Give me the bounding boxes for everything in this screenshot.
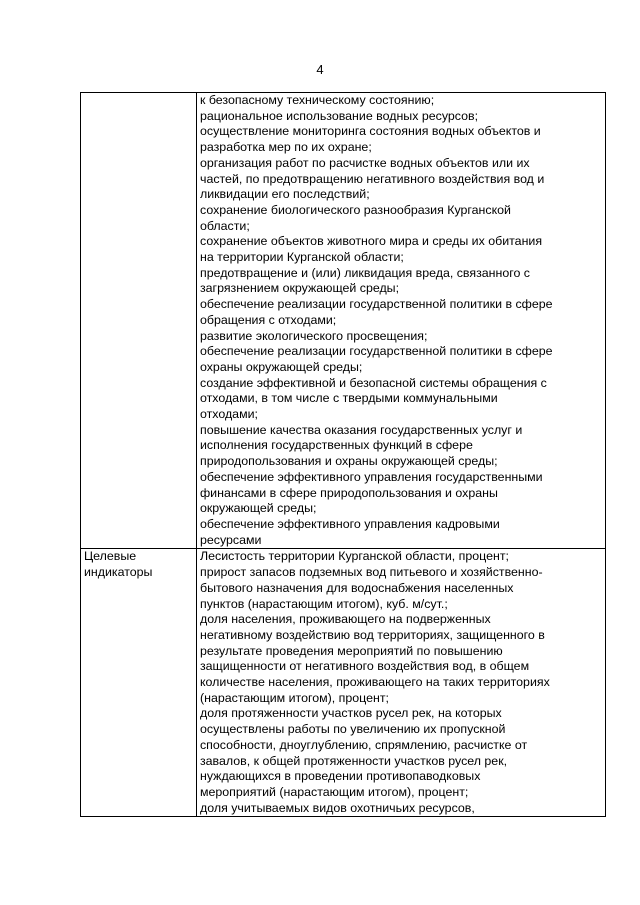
content-line: к безопасному техническому состоянию; [199,93,435,107]
content-line: способности, дноуглублению, спрямлению, расчистке от [199,737,528,752]
content-line: сохранение биологического разнообразия Курганской [199,202,511,217]
content-line: разработка мер по их охране; [199,140,372,155]
row-content-cell [196,549,605,817]
content-line: защищенности от негативного воздействия вод, в общем [199,659,530,674]
content-line: негативному воздействию вод территориях, защищенного в [199,627,545,642]
content-line: развитие экологического просвещения; [199,328,428,343]
content-line: пунктов (нарастающим итогом), куб. м/сут.; [199,596,448,611]
content-line: загрязнением окружающей среды; [199,281,400,296]
content-line: завалов, к общей протяженности участков русел рек, [199,753,508,768]
content-line: отходами; [199,407,258,422]
content-line: обращения с отходами; [199,312,337,327]
row-label-cell [81,93,197,549]
content-line: результате проведения мероприятий по повышению [199,643,503,658]
content-line: окружающей среды; [199,501,317,516]
content-line: нуждающихся в проведении противопаводковых [199,769,481,784]
content-line: обеспечение реализации государственной политики в сфере [199,344,553,359]
content-line: обеспечение эффективного управления кадровыми [199,516,500,531]
content-line: доля протяженности участков русел рек, на которых [199,706,502,721]
row-content-cell [196,93,605,549]
content-line: ликвидации его последствий; [199,187,370,202]
content-line: осуществление мониторинга состояния водных объектов и [199,124,541,139]
content-line: обеспечение эффективного управления государственными [199,469,543,484]
content-line: создание эффективной и безопасной системы обращения с [199,375,547,390]
content-line: области; [199,218,250,233]
content-line: мероприятий (нарастающим итогом), процент; [199,784,469,799]
content-line: частей, по предотвращению негативного воздействия вод и [199,171,545,186]
content-line: исполнения государственных функций в сфере [199,438,473,453]
content-line: количестве населения, проживающего на таких территориях [199,675,550,690]
table-body [81,93,606,817]
content-line: ресурсами [199,532,262,547]
table-row [81,549,606,817]
content-line: осуществлены работы по увеличению их пропускной [199,722,506,737]
content-line: обеспечение реализации государственной политики в сфере [199,297,553,312]
document-table [80,92,606,817]
content-line: отходами, в том числе с твердыми коммунальными [199,391,498,406]
row-label-line: Целевые [84,549,137,564]
content-line: доля населения, проживающего на подверженных [199,612,491,627]
content-line: организация работ по расчистке водных объектов или их [199,155,530,170]
table-row [81,93,606,549]
content-line: сохранение объектов животного мира и среды их обитания [199,234,543,249]
content-line: финансами в сфере природопользования и охраны [199,485,498,500]
content-line: доля учитываемых видов охотничьих ресурсов, [199,800,475,815]
page-number: 4 [316,62,324,77]
row-label-cell [81,549,197,817]
content-line: предотвращение и (или) ликвидация вреда, связанного с [199,265,531,280]
content-line: рациональное использование водных ресурсов; [199,108,479,123]
content-line: бытового назначения для водоснабжения населенных [199,580,514,595]
content-line: повышение качества оказания государственных услуг и [199,422,523,437]
content-line: охраны окружающей среды; [199,359,363,374]
row-label-line: индикаторы [84,565,153,580]
content-line: на территории Курганской области; [199,250,404,265]
content-line: Лесистость территории Курганской области, процент; [199,549,509,564]
content-line: прирост запасов подземных вод питьевого и хозяйственно- [199,565,543,580]
content-line: (нарастающим итогом), процент; [199,690,389,705]
content-line: природопользования и охраны окружающей среды; [199,454,498,469]
